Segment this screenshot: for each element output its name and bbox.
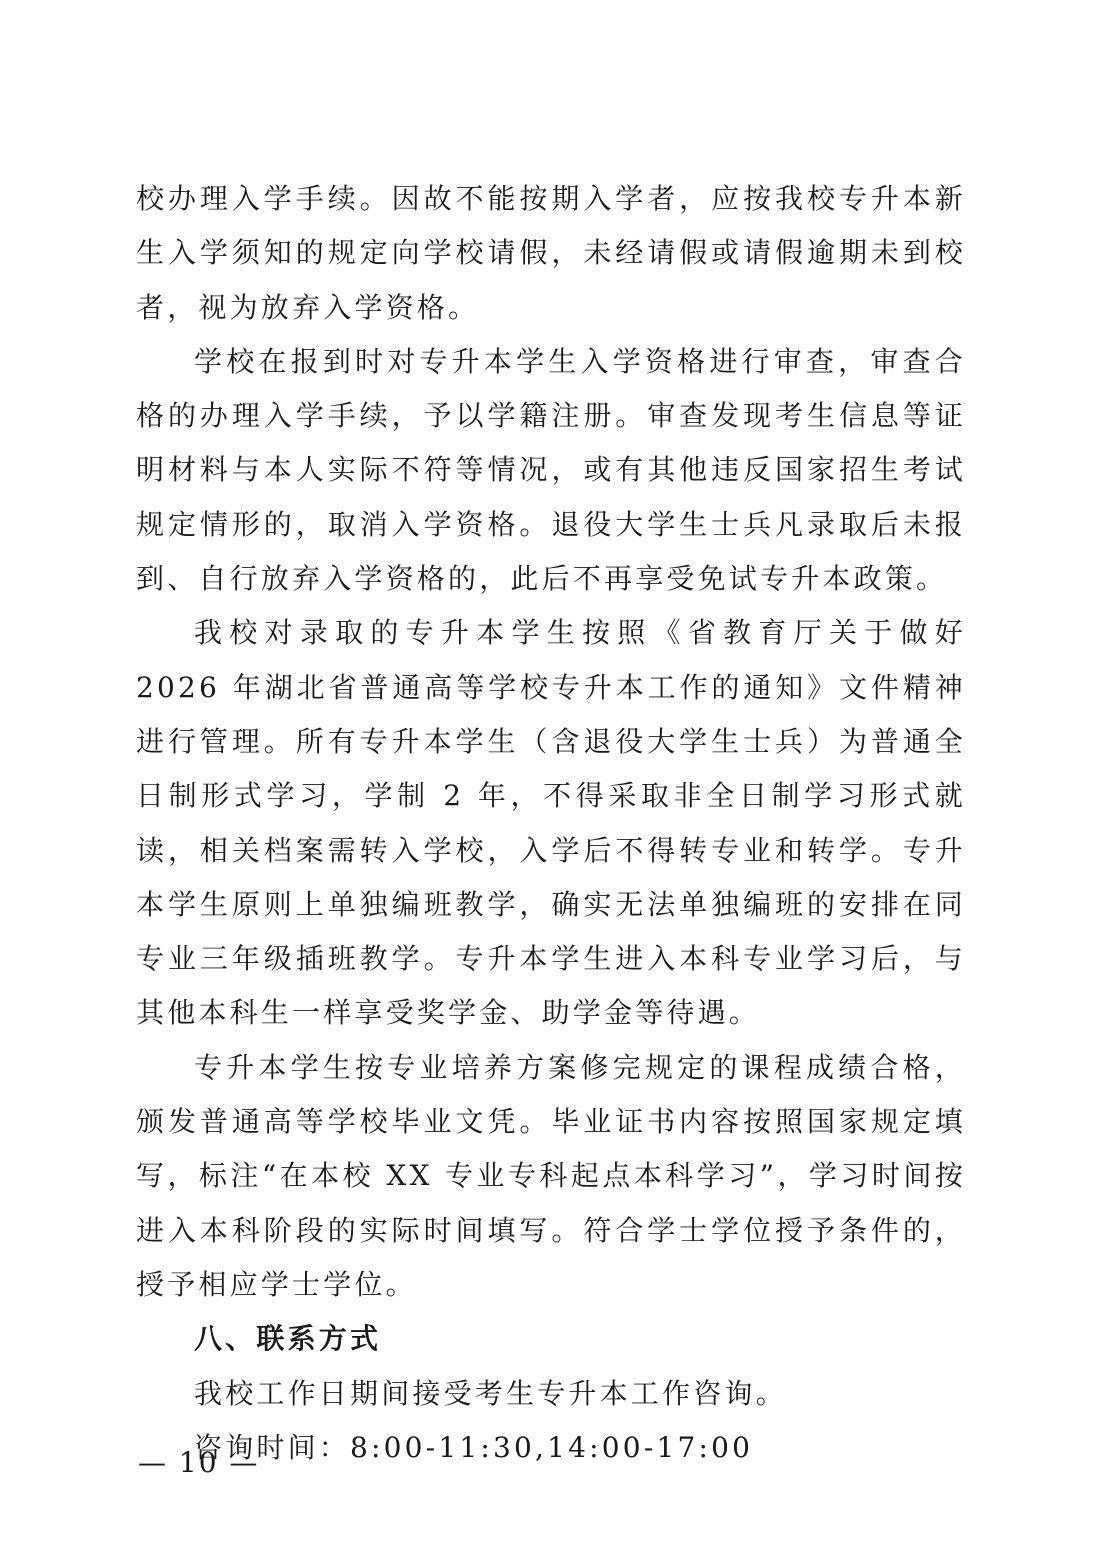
body-text [136,172,966,1475]
contact-hours: 咨询时间：8:00-11:30,14:00-17:00 [194,1430,754,1464]
paragraph-enrollment-review: 学校在报到时对专升本学生入学资格进行审查，审查合格的办理入学手续，予以学籍注册。审查发现考生信息等证明材料与本人实际不符等情况，或有其他违反国家招生考试规定情形的，取消入学资格。退役大学生士兵凡录取后未报到、自行放弃入学资格的，此后不再享受免试专升本政策。 [136,344,966,596]
contact-intro: 我校工作日期间接受考生专升本工作咨询。 [194,1376,787,1410]
paragraph-management: 我校对录取的专升本学生按照《省教育厅关于做好 2026 年湖北省普通高等学校专升本工作的通知》文件精神进行管理。所有专升本学生（含退役大学生士兵）为普通全日制形式学习，学制 2 年，不得采取非全日制学习形式就读，相关档案需转入学校，入学后不得转专业和转学。专升本学生原则上单独编班教学，确实无法单独编班的安排在同专业三年级插班教学。专升本学生进入本科专业学习后，与其他本科生一样享受奖学金、助学金等待遇。 [136,616,966,1030]
paragraph-continued: 校办理入学手续。因故不能按期入学者，应按我校专升本新生入学须知的规定向学校请假，未经请假或请假逾期未到校者，视为放弃入学资格。 [136,182,966,324]
paragraph-graduation: 专升本学生按专业培养方案修完规定的课程成绩合格，颁发普通高等学校毕业文凭。毕业证书内容按照国家规定填写，标注“在本校 XX 专业专科起点本科学习”，学习时间按进入本科阶段的实际时间填写。符合学士学位授予条件的，授予相应学士学位。 [136,1050,966,1301]
page-number: — 10 — [138,1446,260,1479]
section-heading-contact: 八、联系方式 [194,1322,382,1356]
